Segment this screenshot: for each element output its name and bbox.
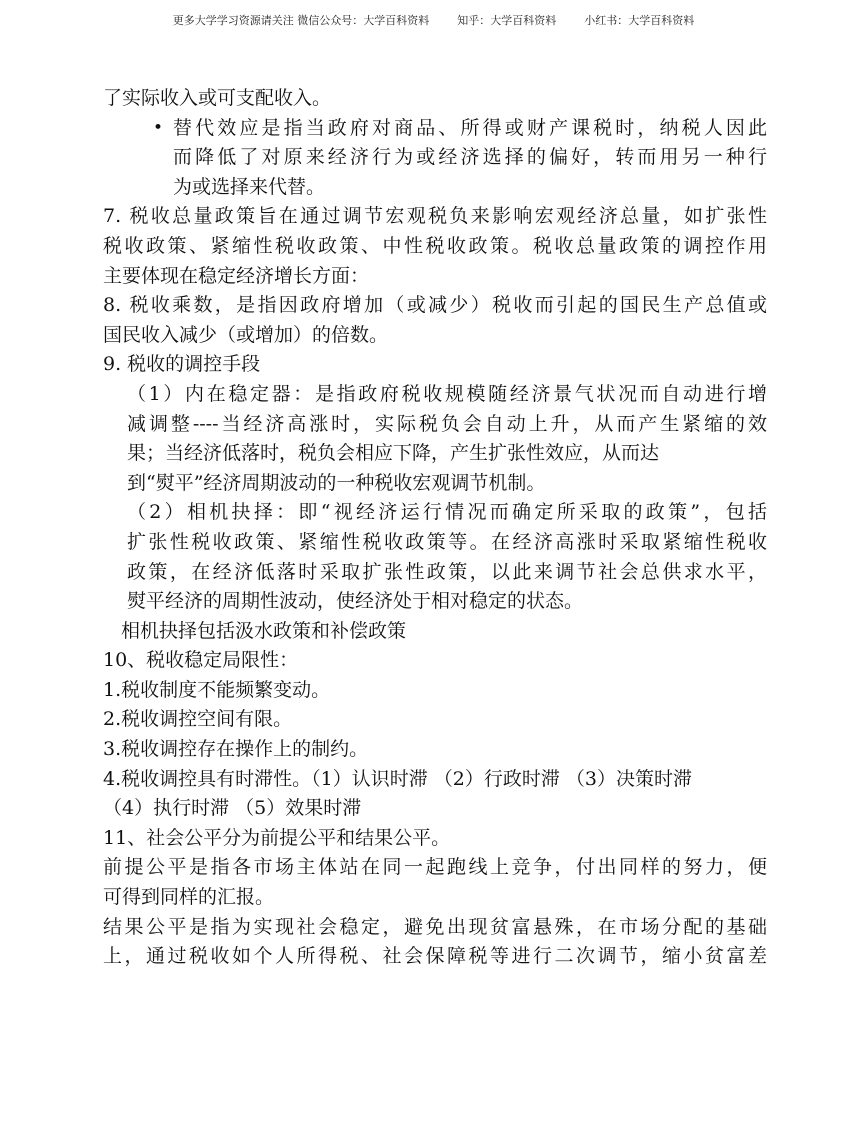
text-line: （2）相机抉择：即“视经济运行情况而确定所采取的政策”，包括 [127, 501, 767, 524]
list-item: 3.税收调控存在操作上的制约。 [103, 738, 369, 761]
text-line: （4）执行时滞 （5）效果时滞 [103, 797, 362, 820]
document-body [103, 84, 767, 972]
text-line: 国民收入减少（或增加）的倍数。 [103, 323, 389, 346]
text-line: 结果公平是指为实现社会稳定，避免出现贫富悬殊，在市场分配的基础 [103, 915, 767, 938]
text-line: 前提公平是指各市场主体站在同一起跑线上竞争，付出同样的努力，便 [103, 856, 767, 879]
text-line: 果；当经济低落时，税负会相应下降，产生扩张性效应，从而达 [127, 442, 660, 465]
list-item: 2.税收调控空间有限。 [103, 708, 293, 731]
text-line: 为或选择来代替。 [173, 175, 326, 198]
text-line: 主要体现在稳定经济增长方面： [103, 264, 370, 287]
bullet-item [103, 114, 767, 144]
text-line: 可得到同样的汇报。 [103, 886, 275, 909]
text-line: 熨平经济的周期性波动，使经济处于相对稳定的状态。 [127, 590, 584, 613]
page-header: 更多大学学习资源请关注 微信公众号：大学百科资料 知乎：大学百科资料 小红书：大学百科资料 [172, 14, 695, 27]
text-line: 减调整----当经济高涨时，实际税负会自动上升，从而产生紧缩的效 [127, 412, 767, 435]
text-line: 政策，在经济低落时采取扩张性政策，以此来调节社会总供求水平， [127, 560, 767, 583]
bullet-icon: • [153, 117, 164, 138]
text-line: 税收政策、紧缩性税收政策、中性税收政策。税收总量政策的调控作用 [103, 234, 767, 257]
section-heading: 11、社会公平分为前提公平和结果公平。 [103, 826, 451, 849]
text-line: 7. 税收总量政策旨在通过调节宏观税负来影响宏观经济总量，如扩张性 [103, 205, 767, 228]
text-line: 扩张性税收政策、紧缩性税收政策等。在经济高涨时采取紧缩性税收 [127, 530, 767, 553]
list-item: 4.税收调控具有时滞性。（1）认识时滞 （2）行政时滞 （3）决策时滞 [103, 767, 692, 790]
text-line: 了实际收入或可支配收入。 [103, 87, 332, 109]
list-item: 1.税收制度不能频繁变动。 [103, 678, 331, 701]
text-line: 替代效应是指当政府对商品、所得或财产课税时，纳税人因此 [173, 116, 767, 139]
text-line: 8. 税收乘数，是指因政府增加（或减少）税收而引起的国民生产总值或 [103, 294, 767, 317]
text-line: 相机抉择包括汲水政策和补偿政策 [121, 619, 407, 642]
text-line: 而降低了对原来经济行为或经济选择的偏好，转而用另一种行 [173, 146, 767, 169]
section-heading: 10、税收稳定局限性： [103, 649, 299, 672]
text-line: （1）内在稳定器：是指政府税收规模随经济景气状况而自动进行增 [127, 382, 767, 405]
section-heading: 9. 税收的调控手段 [103, 353, 261, 376]
text-line: 到“熨平”经济周期波动的一种税收宏观调节机制。 [127, 471, 546, 494]
text-line: 上，通过税收如个人所得税、社会保障税等进行二次调节，缩小贫富差 [103, 945, 767, 968]
